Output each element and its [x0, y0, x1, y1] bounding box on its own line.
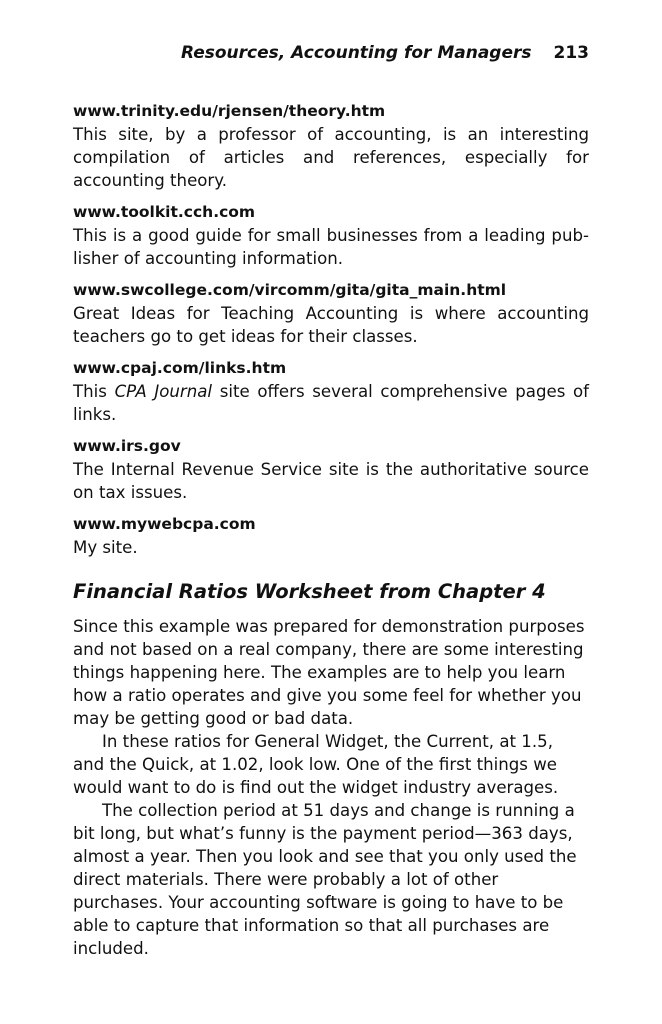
journal-title: CPA Journal: [114, 382, 213, 401]
resource-url: www.swcollege.com/vircomm/gita/gita_main.html: [73, 281, 507, 299]
page-number: 213: [553, 43, 589, 63]
resource-entry: [73, 357, 589, 426]
body-paragraph: Since this example was prepared for demonstration purposes and not based on a real company, there are some interesting things happening here. The examples are to help you learn how a ratio operates and give you some feel for whether you may be getting good or bad data.: [73, 617, 585, 728]
description-text: This: [73, 382, 115, 401]
resource-url: www.cpaj.com/links.htm: [73, 359, 287, 377]
resource-entry: [73, 100, 589, 192]
resource-url: www.trinity.edu/rjensen/theory.htm: [73, 102, 386, 120]
resource-url: www.irs.gov: [73, 437, 181, 455]
resource-entry: [73, 435, 589, 504]
resource-description: The Internal Revenue Service site is the authoritative source on tax issues.: [73, 460, 589, 502]
section-heading: Financial Ratios Worksheet from Chapter 4: [73, 580, 546, 603]
running-head: [181, 43, 589, 63]
resource-entry: [73, 201, 589, 270]
resource-description: This site, by a professor of accounting, is an interesting compilation of articles and references, especially for accounting theory.: [73, 125, 589, 190]
resource-description: My site.: [73, 538, 138, 557]
description-text: site offers several comprehensive pages of links.: [73, 382, 589, 424]
resource-url: www.toolkit.cch.com: [73, 203, 256, 221]
resource-entry: [73, 513, 589, 559]
running-head-title: Resources, Accounting for Managers: [180, 43, 532, 63]
resource-url: www.mywebcpa.com: [73, 515, 256, 533]
body-paragraph: In these ratios for General Widget, the Current, at 1.5, and the Quick, at 1.02, look low. One of the first things we would want to do is find out the widget industry averages.: [73, 732, 559, 797]
resource-description: Great Ideas for Teaching Accounting is where accounting teachers go to get ideas for their classes.: [73, 304, 589, 346]
resource-description: This is a good guide for small businesses from a leading publisher of accounting information.: [73, 226, 589, 268]
page-content: [73, 100, 589, 960]
resource-entry: [73, 279, 589, 348]
body-paragraph: The collection period at 51 days and change is running a bit long, but what’s funny is the payment period—363 days, almost a year. Then you look and see that you only used the direct materials. There were probably a lot of other purchases. Your accounting software is going to have to be able to capture that information so that all purchases are included.: [73, 801, 577, 958]
resource-description: [73, 380, 589, 426]
